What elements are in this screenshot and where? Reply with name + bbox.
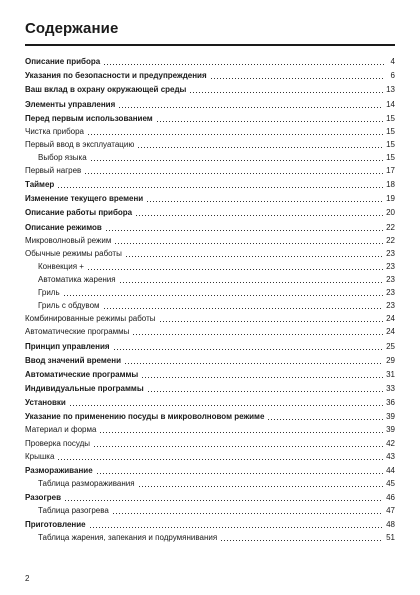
dot-leader bbox=[64, 495, 383, 502]
toc-entry-page: 44 bbox=[386, 465, 395, 475]
dot-leader bbox=[103, 59, 384, 66]
toc-entry bbox=[25, 464, 395, 476]
toc-entry-page: 14 bbox=[386, 99, 395, 109]
toc-entry-title: Обычные режимы работы bbox=[25, 248, 122, 258]
toc-entry-page: 4 bbox=[390, 57, 395, 66]
toc-entry-title: Таймер bbox=[25, 180, 55, 190]
dot-leader bbox=[99, 427, 383, 434]
toc-entry bbox=[25, 55, 395, 67]
title-rule bbox=[25, 44, 395, 46]
dot-leader bbox=[96, 468, 383, 475]
dot-leader bbox=[69, 400, 383, 407]
toc-entry-page: 18 bbox=[386, 180, 395, 190]
toc-entry-title: Гриль с обдувом bbox=[38, 301, 100, 311]
toc-entry-page: 15 bbox=[386, 113, 395, 123]
toc-entry bbox=[25, 518, 395, 530]
toc-entry-title: Первый нагрев bbox=[25, 166, 82, 175]
toc-entry bbox=[25, 273, 395, 285]
toc-entry-page: 22 bbox=[386, 222, 395, 232]
toc-entry bbox=[25, 206, 395, 218]
toc-entry-title: Микроволновый режим bbox=[25, 235, 112, 245]
toc-entry-title: Автоматические программы bbox=[25, 327, 130, 337]
toc-entry-title: Материал и форма bbox=[25, 425, 97, 435]
dot-leader bbox=[118, 102, 383, 109]
dot-leader bbox=[141, 372, 383, 379]
toc-entry-title: Размораживание bbox=[25, 465, 93, 475]
toc-entry-title: Описание режимов bbox=[25, 222, 102, 232]
toc-entry-page: 47 bbox=[386, 506, 395, 516]
toc-entry-title: Приготовление bbox=[25, 520, 86, 530]
toc-entry-page: 20 bbox=[386, 208, 395, 218]
dot-leader bbox=[210, 73, 384, 80]
toc-entry-page: 24 bbox=[386, 314, 395, 324]
toc-entry-page: 29 bbox=[386, 355, 395, 365]
toc-entry-title: Таблица жарения, запекания и подрумянивания bbox=[38, 533, 218, 543]
toc-entry-page: 15 bbox=[386, 152, 395, 162]
toc-entry-page: 23 bbox=[386, 248, 395, 258]
toc-entry bbox=[25, 410, 395, 422]
toc-entry-page: 39 bbox=[386, 425, 395, 435]
toc-entry-page: 22 bbox=[386, 235, 395, 245]
dot-leader bbox=[90, 155, 383, 162]
toc-entry bbox=[25, 325, 395, 337]
toc-entry-page: 13 bbox=[386, 85, 395, 95]
toc-entry-title: Ваш вклад в охрану окружающей среды bbox=[25, 85, 187, 95]
toc-entry-title: Элементы управления bbox=[25, 99, 116, 109]
toc-entry bbox=[25, 286, 395, 298]
toc-entry bbox=[25, 83, 395, 95]
toc-entry bbox=[25, 138, 395, 150]
toc-entry-title: Принцип управления bbox=[25, 341, 110, 351]
toc-entry bbox=[25, 234, 395, 246]
toc-entry-title: Описание работы прибора bbox=[25, 208, 133, 218]
toc-entry-title: Крышка bbox=[25, 451, 55, 461]
toc-entry-page: 17 bbox=[386, 166, 395, 175]
dot-leader bbox=[119, 277, 383, 284]
toc-entry bbox=[25, 437, 395, 449]
dot-leader bbox=[57, 182, 383, 189]
dot-leader bbox=[189, 87, 383, 94]
toc-entry-title: Таблица размораживания bbox=[38, 478, 135, 488]
toc-entry bbox=[25, 112, 395, 124]
toc-entry-page: 19 bbox=[386, 194, 395, 204]
toc-entry bbox=[25, 98, 395, 110]
toc-entry bbox=[25, 247, 395, 259]
dot-leader bbox=[87, 264, 383, 271]
toc-entry-page: 36 bbox=[386, 398, 395, 408]
toc-entry-page: 23 bbox=[386, 275, 395, 284]
toc-entry-title: Указания по безопасности и предупреждения bbox=[25, 71, 207, 81]
dot-leader bbox=[105, 225, 383, 232]
dot-leader bbox=[125, 251, 383, 258]
toc-entry-page: 23 bbox=[386, 261, 395, 271]
toc-entry-title: Ввод значений времени bbox=[25, 355, 121, 365]
toc-entry-title: Описание прибора bbox=[25, 57, 101, 66]
page-number: 2 bbox=[25, 574, 30, 583]
toc-entry-title: Указание по применению посуды в микроволновом режиме bbox=[25, 412, 265, 422]
toc-entry-page: 24 bbox=[386, 327, 395, 337]
dot-leader bbox=[63, 290, 383, 297]
dot-leader bbox=[124, 358, 383, 365]
toc-entry bbox=[25, 299, 395, 311]
dot-leader bbox=[137, 142, 383, 149]
toc-entry-title: Разогрев bbox=[25, 493, 62, 502]
toc-entry-page: 48 bbox=[386, 520, 395, 530]
dot-leader bbox=[267, 414, 383, 421]
toc-entry bbox=[25, 354, 395, 366]
toc-entry bbox=[25, 531, 395, 543]
toc-entry bbox=[25, 69, 395, 81]
toc-entry-page: 43 bbox=[386, 451, 395, 461]
toc-entry-page: 46 bbox=[386, 493, 395, 502]
dot-leader bbox=[132, 329, 383, 336]
toc-entry bbox=[25, 164, 395, 176]
toc-entry bbox=[25, 178, 395, 190]
dot-leader bbox=[156, 116, 383, 123]
dot-leader bbox=[112, 508, 383, 515]
dot-leader bbox=[87, 129, 383, 136]
dot-leader bbox=[89, 522, 383, 529]
toc-entry bbox=[25, 477, 395, 489]
dot-leader bbox=[147, 386, 383, 393]
toc-entry-page: 15 bbox=[386, 139, 395, 149]
toc-entry bbox=[25, 382, 395, 394]
dot-leader bbox=[103, 303, 384, 310]
dot-leader bbox=[135, 210, 383, 217]
toc-entry-page: 45 bbox=[386, 478, 395, 488]
toc-entry-page: 31 bbox=[386, 369, 395, 379]
toc-entry bbox=[25, 491, 395, 503]
toc-entry-page: 25 bbox=[386, 341, 395, 351]
toc-entry bbox=[25, 368, 395, 380]
toc-entry-page: 39 bbox=[386, 412, 395, 422]
toc-entry bbox=[25, 504, 395, 516]
toc-entry-title: Установки bbox=[25, 398, 66, 408]
toc-entry bbox=[25, 221, 395, 233]
dot-leader bbox=[159, 316, 384, 323]
toc-entry-page: 42 bbox=[386, 438, 395, 448]
toc-entry-title: Перед первым использованием bbox=[25, 113, 153, 123]
page-title: Содержание bbox=[25, 20, 119, 37]
toc-entry-page: 15 bbox=[386, 126, 395, 136]
toc-entry-title: Автоматика жарения bbox=[38, 275, 116, 284]
toc-entry-title: Автоматические программы bbox=[25, 369, 139, 379]
toc-entry bbox=[25, 192, 395, 204]
toc-entry-title: Индивидуальные программы bbox=[25, 384, 144, 393]
toc-entry bbox=[25, 450, 395, 462]
dot-leader bbox=[57, 454, 383, 461]
toc-entry-title: Первый ввод в эксплуатацию bbox=[25, 139, 135, 149]
toc-entry-title: Чистка прибора bbox=[25, 126, 84, 136]
toc-entry bbox=[25, 396, 395, 408]
toc-entry bbox=[25, 423, 395, 435]
toc-entry-page: 33 bbox=[386, 384, 395, 393]
dot-leader bbox=[93, 441, 383, 448]
dot-leader bbox=[114, 238, 383, 245]
dot-leader bbox=[84, 168, 383, 175]
dot-leader bbox=[113, 344, 384, 351]
toc-entry-title: Проверка посуды bbox=[25, 438, 90, 448]
dot-leader bbox=[220, 535, 383, 542]
toc-entry-page: 6 bbox=[390, 71, 395, 81]
toc-entry bbox=[25, 340, 395, 352]
toc-entry bbox=[25, 312, 395, 324]
toc-entry bbox=[25, 151, 395, 163]
toc-entry bbox=[25, 260, 395, 272]
toc-entry-page: 23 bbox=[386, 288, 395, 298]
toc-entry-page: 23 bbox=[386, 301, 395, 311]
toc-entry-title: Изменение текущего времени bbox=[25, 194, 144, 204]
dot-leader bbox=[138, 481, 384, 488]
toc-entry-title: Конвекция + bbox=[38, 261, 84, 271]
dot-leader bbox=[146, 196, 383, 203]
toc-entry-title: Комбинированные режимы работы bbox=[25, 314, 156, 324]
toc-entry-title: Выбор языка bbox=[38, 152, 87, 162]
toc-entry-page: 51 bbox=[386, 533, 395, 543]
toc-entry bbox=[25, 125, 395, 137]
toc-entry-title: Гриль bbox=[38, 288, 60, 298]
toc-entry-title: Таблица разогрева bbox=[38, 506, 109, 516]
